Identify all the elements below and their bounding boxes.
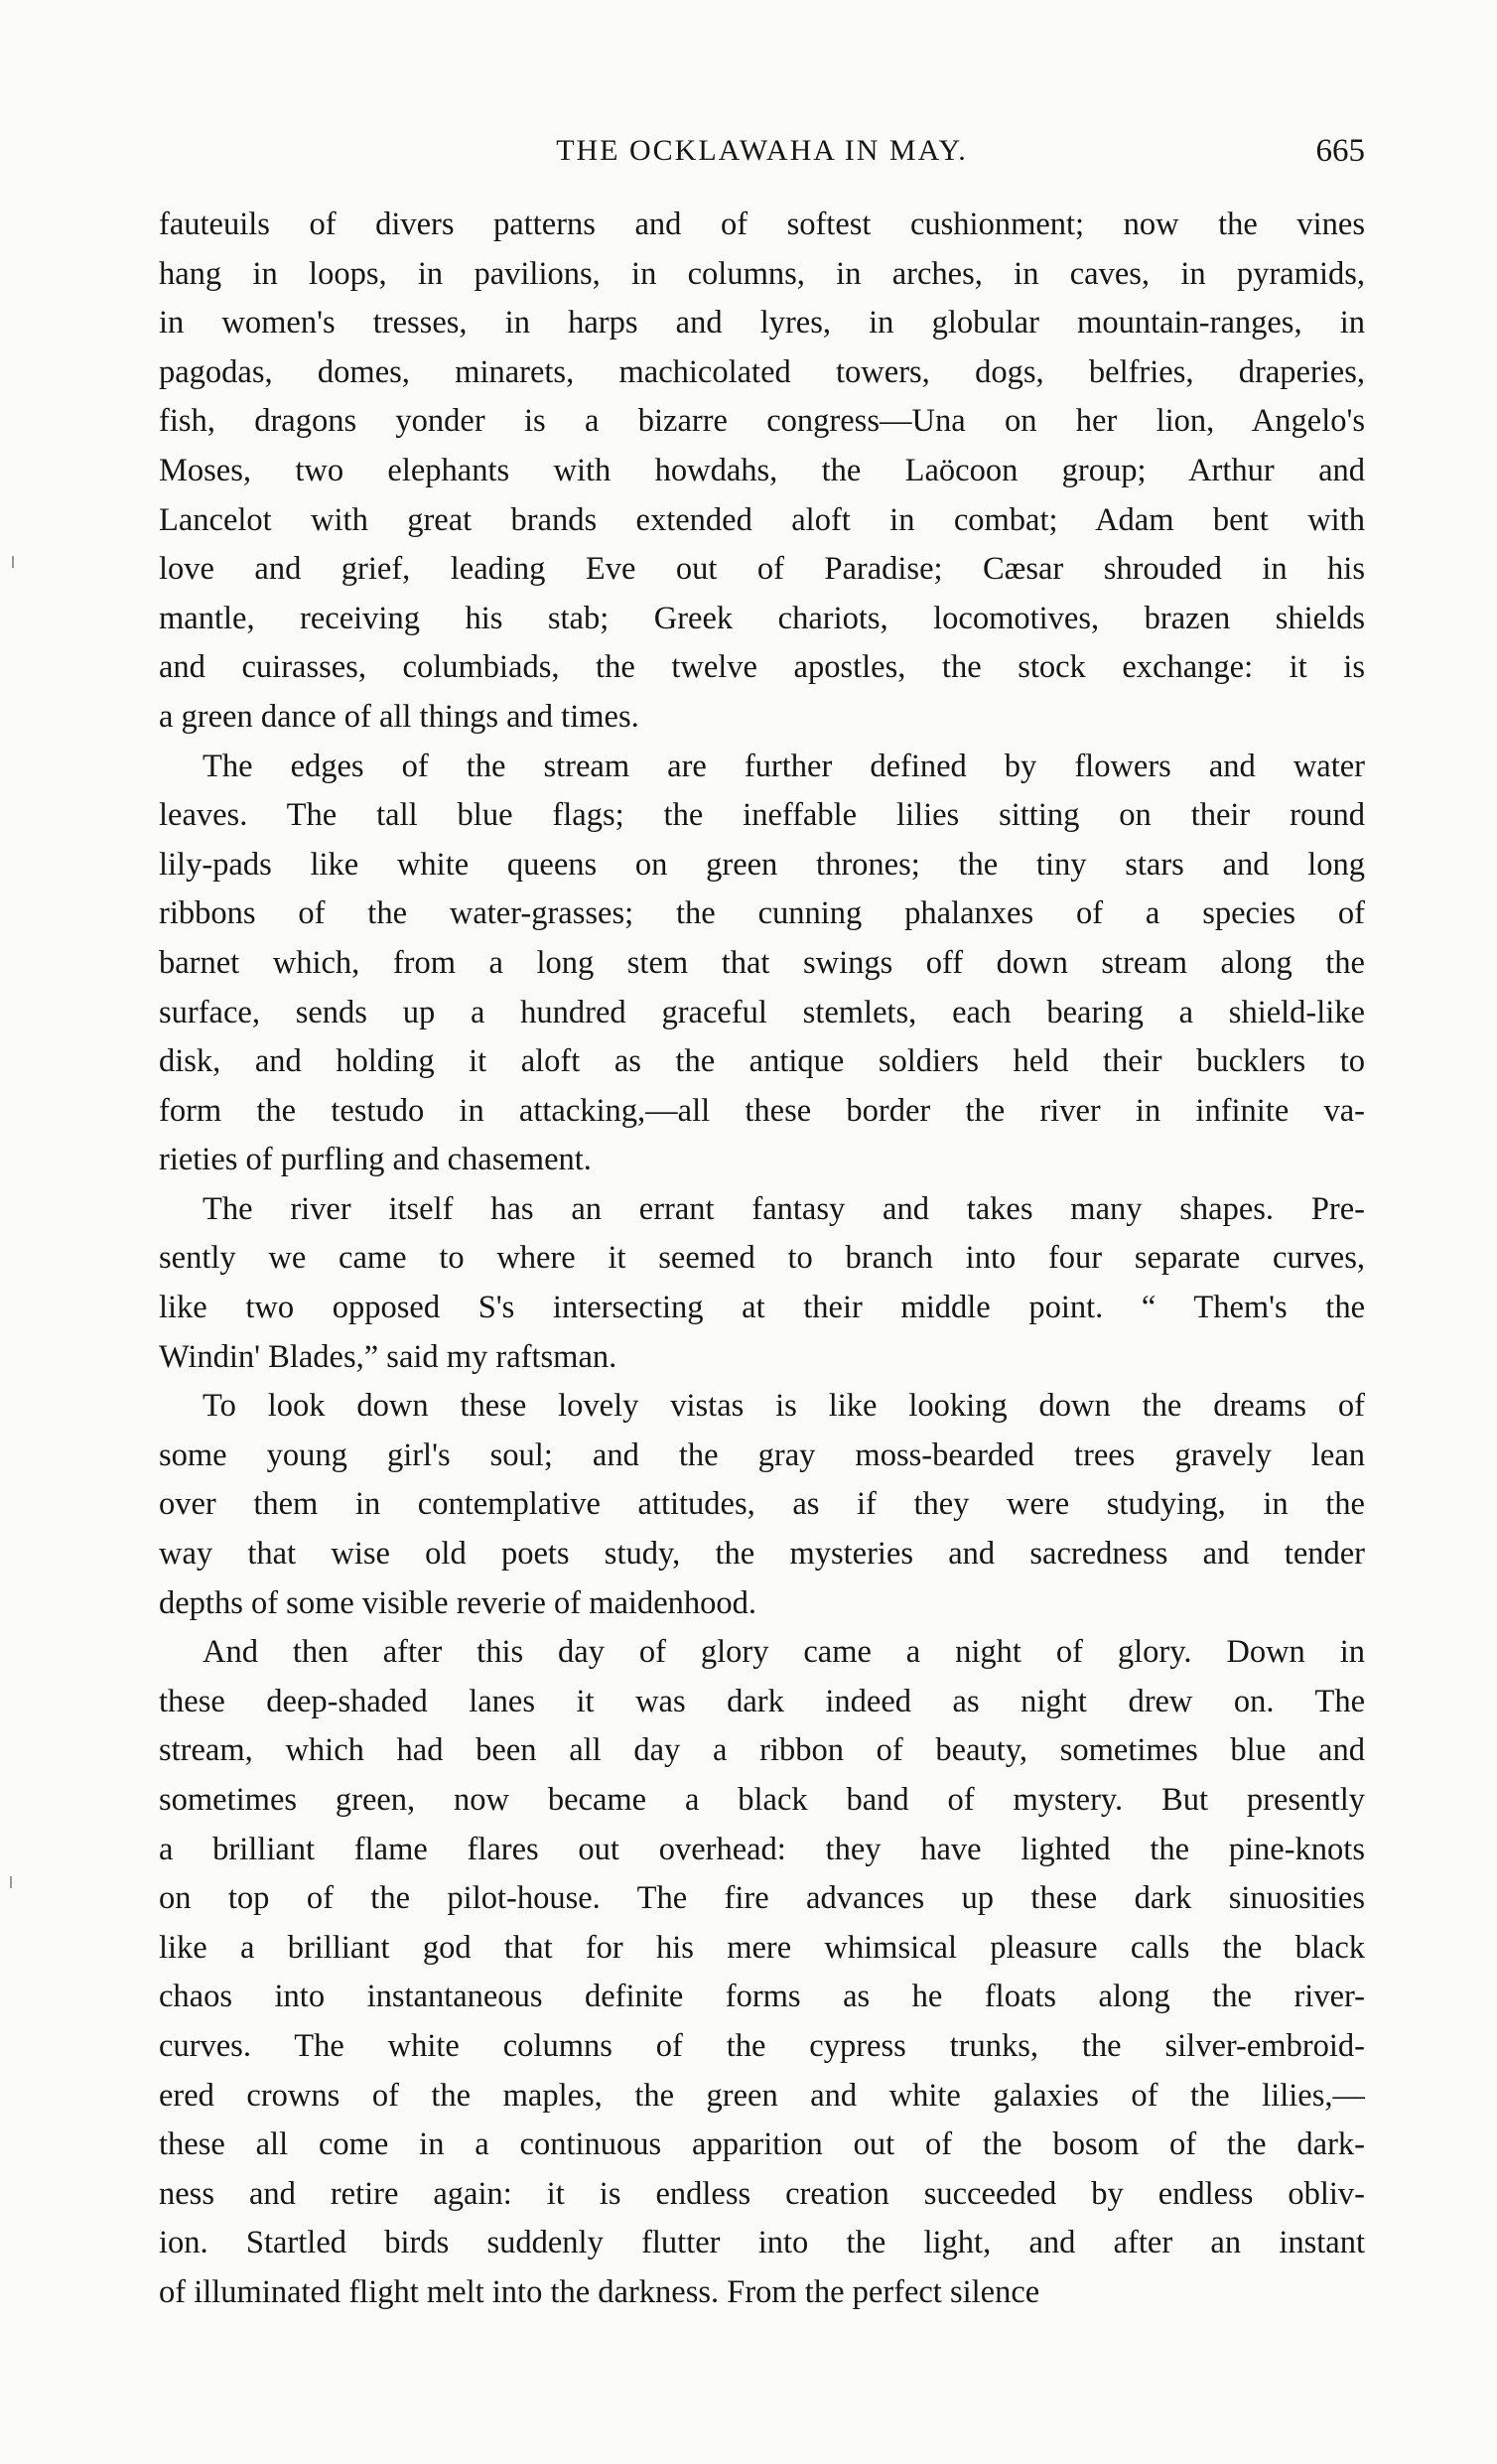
text-line: depths of some visible reverie of maidenhood.	[159, 1584, 756, 1621]
text-line: these all come in a continuous apparition out of the bosom of the dark-	[159, 2126, 1365, 2163]
text-line: ion. Startled birds suddenly flutter into the light, and after an instant	[159, 2225, 1365, 2261]
text-line: a green dance of all things and times.	[159, 698, 639, 735]
text-line: on top of the pilot-house. The fire advances up these dark sinuosities	[159, 1880, 1365, 1917]
text-line: a brilliant flame flares out overhead: they have lighted the pine-knots	[159, 1831, 1365, 1867]
text-line: and cuirasses, columbiads, the twelve apostles, the stock exchange: it is	[159, 649, 1365, 686]
text-line: And then after this day of glory came a night of glory. Down in	[203, 1634, 1365, 1671]
text-line: disk, and holding it aloft as the antique soldiers held their bucklers to	[159, 1043, 1365, 1080]
text-line: The edges of the stream are further defined by flowers and water	[203, 748, 1365, 784]
text-line: sently we came to where it seemed to branch into four separate curves,	[159, 1240, 1365, 1277]
text-line: rieties of purfling and chasement.	[159, 1142, 592, 1178]
paragraph	[159, 1628, 1365, 2317]
margin-mark	[10, 1876, 12, 1888]
text-line: pagodas, domes, minarets, machicolated towers, dogs, belfries, draperies,	[159, 353, 1365, 390]
paragraph	[159, 1382, 1365, 1628]
text-line: curves. The white columns of the cypress trunks, the silver-embroid-	[159, 2027, 1365, 2064]
paragraph	[159, 201, 1365, 743]
text-line: some young girl's soul; and the gray moss-bearded trees gravely lean	[159, 1437, 1365, 1473]
text-line: The river itself has an errant fantasy and takes many shapes. Pre-	[203, 1190, 1365, 1227]
text-line: chaos into instantaneous definite forms as he floats along the river-	[159, 1979, 1365, 2015]
paragraph	[159, 1185, 1365, 1382]
text-line: of illuminated flight melt into the darkness. From the perfect silence	[159, 2273, 1040, 2310]
text-line: Windin' Blades,” said my raftsman.	[159, 1338, 617, 1375]
text-line: leaves. The tall blue flags; the ineffable lilies sitting on their round	[159, 797, 1365, 834]
text-line: way that wise old poets study, the mysteries and sacredness and tender	[159, 1536, 1365, 1573]
text-line: ribbons of the water-grasses; the cunning phalanxes of a species of	[159, 895, 1365, 932]
text-line: these deep-shaded lanes it was dark indeed as night drew on. The	[159, 1683, 1365, 1719]
running-head	[159, 131, 1365, 181]
text-line: like two opposed S's intersecting at their middle point. “ Them's the	[159, 1290, 1365, 1326]
body-text	[159, 201, 1365, 2318]
text-line: ered crowns of the maples, the green and white galaxies of the lilies,—	[159, 2077, 1365, 2114]
text-line: barnet which, from a long stem that swings off down stream along the	[159, 944, 1365, 981]
margin-mark	[12, 556, 14, 568]
text-line: lily-pads like white queens on green thrones; the tiny stars and long	[159, 846, 1365, 883]
text-line: form the testudo in attacking,—all these border the river in infinite va-	[159, 1092, 1365, 1129]
text-line: hang in loops, in pavilions, in columns, in arches, in caves, in pyramids,	[159, 255, 1365, 292]
text-line: surface, sends up a hundred graceful stemlets, each bearing a shield-like	[159, 994, 1365, 1030]
paragraph	[159, 743, 1365, 1185]
text-line: love and grief, leading Eve out of Paradise; Cæsar shrouded in his	[159, 551, 1365, 588]
running-title: THE OCKLAWAHA IN MAY.	[556, 134, 968, 167]
text-line: fauteuils of divers patterns and of softest cushionment; now the vines	[159, 206, 1365, 242]
text-line: To look down these lovely vistas is like looking down the dreams of	[203, 1388, 1365, 1425]
text-line: fish, dragons yonder is a bizarre congress—Una on her lion, Angelo's	[159, 403, 1365, 440]
text-line: Moses, two elephants with howdahs, the Laöcoon group; Arthur and	[159, 452, 1365, 488]
text-line: like a brilliant god that for his mere whimsical pleasure calls the black	[159, 1929, 1365, 1966]
text-line: Lancelot with great brands extended aloft in combat; Adam bent with	[159, 501, 1365, 538]
text-line: sometimes green, now became a black band of mystery. But presently	[159, 1782, 1365, 1818]
text-line: mantle, receiving his stab; Greek chariots, locomotives, brazen shields	[159, 600, 1365, 636]
text-line: ness and retire again: it is endless creation succeeded by endless obliv-	[159, 2175, 1365, 2212]
text-line: stream, which had been all day a ribbon of beauty, sometimes blue and	[159, 1732, 1365, 1769]
page-number: 665	[1315, 133, 1365, 169]
text-line: over them in contemplative attitudes, as if they were studying, in the	[159, 1486, 1365, 1523]
text-line: in women's tresses, in harps and lyres, in globular mountain-ranges, in	[159, 305, 1365, 342]
